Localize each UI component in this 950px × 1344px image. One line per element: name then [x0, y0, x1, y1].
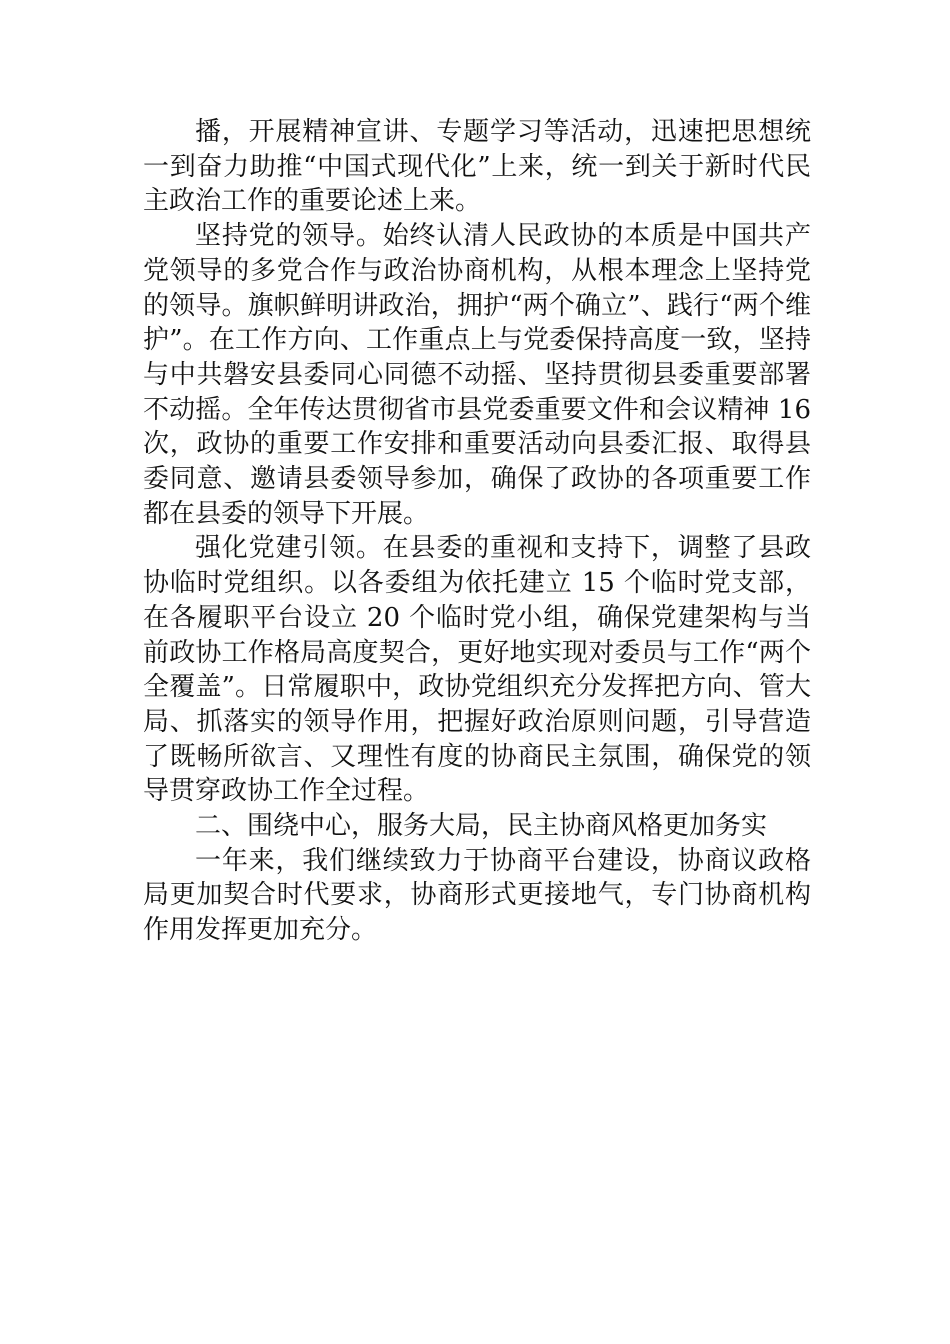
paragraph-party-leadership: 坚持党的领导。始终认清人民政协的本质是中国共产党领导的多党合作与政治协商机构，从根本理念上坚持党的领导。旗帜鲜明讲政治，拥护“两个确立”、践行“两个维护”。在工作方向、工作重点上与党委保持高度一致，坚持与中共磐安县委同心同德不动摇、坚持贯彻县委重要部署不动摇。全年传达贯彻省市县党委重要文件和会议精神 16 次，政协的重要工作安排和重要活动向县委汇报、取得县委同意、邀请县委领导参加，确保了政协的各项重要工作都在县委的领导下开展。 [143, 221, 811, 529]
paragraph-consultation: 一年来，我们继续致力于协商平台建设，协商议政格局更加契合时代要求，协商形式更接地气，专门协商机构作用发挥更加充分。 [143, 845, 811, 946]
paragraph-continued: 播，开展精神宣讲、专题学习等活动，迅速把思想统一到奋力助推“中国式现代化”上来，统一到关于新时代民主政治工作的重要论述上来。 [143, 117, 811, 217]
section-heading: 二、围绕中心，服务大局，民主协商风格更加务实 [195, 811, 768, 842]
paragraph-party-building: 强化党建引领。在县委的重视和支持下，调整了县政协临时党组织。以各委组为依托建立 15 个临时党支部，在各履职平台设立 20 个临时党小组，确保党建架构与当前政协工作格局高度契合，更好地实现对委员与工作“两个全覆盖”。日常履职中，政协党组织充分发挥把方向、管大局、抓落实的领导作用，把握好政治原则问题，引导营造了既畅所欲言、又理性有度的协商民主氛围，确保党的领导贯穿政协工作全过程。 [143, 533, 811, 807]
document-body [143, 115, 811, 948]
